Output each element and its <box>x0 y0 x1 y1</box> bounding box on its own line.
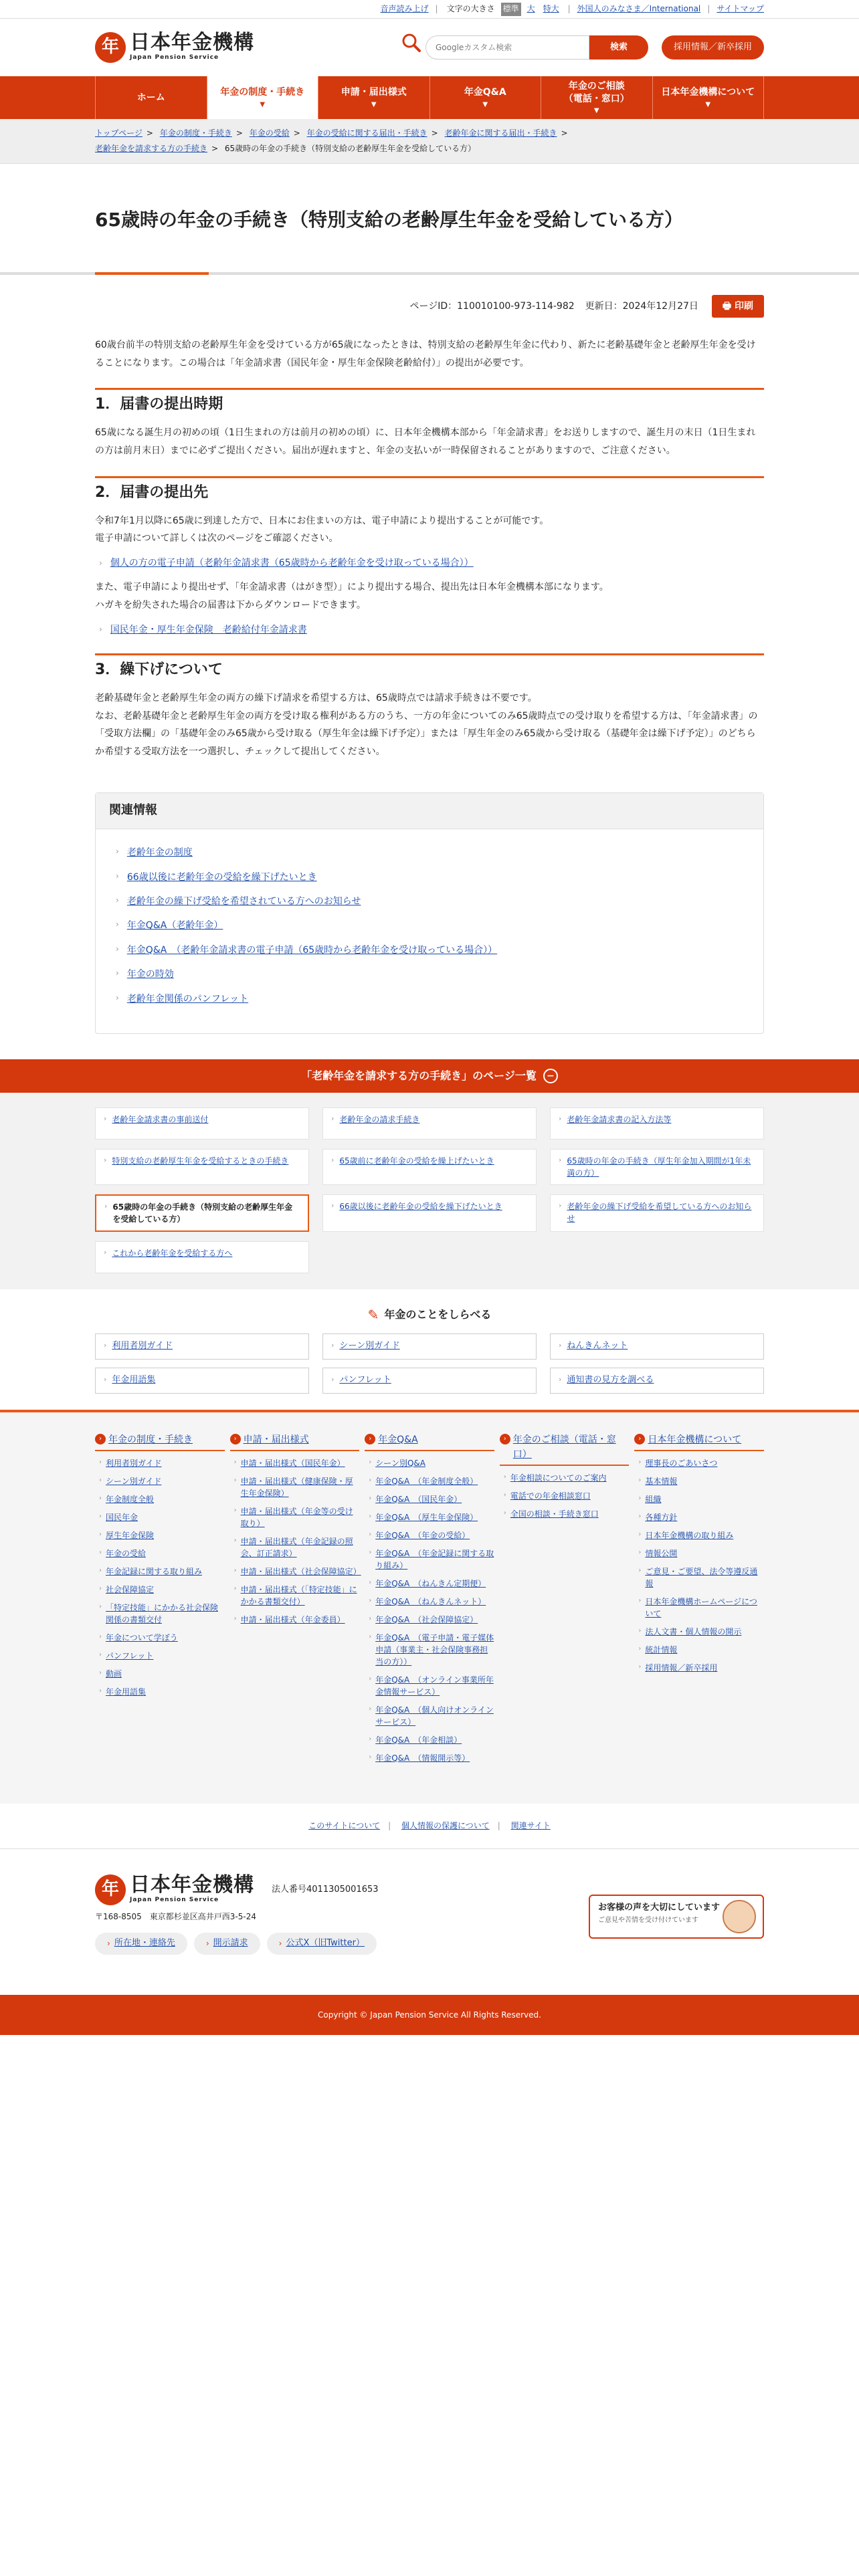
lookup-tools <box>0 1289 859 1410</box>
utility-bar: 音声読み上げ | 文字の大きさ 標準 大 特大 | 外国人のみなさま／International | サイトマップ <box>0 0 859 19</box>
breadcrumb-item[interactable]: 老齢年金を請求する方の手続き <box>95 143 208 153</box>
copyright: Copyright © Japan Pension Service All Rights Reserved. <box>0 1995 859 2035</box>
chevron-right-icon: › <box>104 1340 107 1350</box>
section-text: また、電子申請により提出せず、「年金請求書（はがき型）」により提出する場合、提出先は日本年金機構本部になります。 <box>95 582 609 593</box>
global-nav <box>0 76 859 119</box>
chevron-right-icon: › <box>99 1548 102 1556</box>
gnav-about[interactable]: 日本年金機構について ▼ <box>652 76 765 119</box>
chevron-right-icon: › <box>116 871 119 881</box>
section-text: 令和7年1月以降に65歳に到達した方で、日本にお住まいの方は、電子申請により提出することが可能です。 <box>95 515 549 526</box>
gnav-qa[interactable]: 年金Q&A ▼ <box>430 76 541 119</box>
sitemap-link[interactable]: › 利用者別ガイド <box>99 1458 162 1468</box>
chevron-right-icon: › <box>369 1753 372 1761</box>
location-button[interactable]: › 所在地・連絡先 <box>95 1933 187 1955</box>
related-link[interactable]: › 年金Q&A （老齢年金請求書の電子申請（65歳時から老齢年金を受け取っている場合）） <box>116 943 743 958</box>
site-logo[interactable] <box>95 32 254 63</box>
sitemap-column <box>230 1432 360 1770</box>
address: 〒168-8505 東京都杉並区高井戸西3-5-24 <box>95 1912 256 1922</box>
logo-text: 日本年金機構 <box>130 30 254 54</box>
chevron-right-icon: › <box>369 1705 372 1713</box>
sitemap-link[interactable]: › シーン別Q&A <box>369 1458 425 1468</box>
font-size-control <box>445 3 561 15</box>
chevron-right-icon: › <box>638 1644 642 1652</box>
footer-info <box>0 1848 859 1975</box>
chevron-right-icon: › <box>559 1340 562 1350</box>
read-aloud-link[interactable]: 音声読み上げ <box>380 4 429 14</box>
section-heading: 2．届書の提出先 <box>95 476 764 504</box>
breadcrumb-item[interactable]: 年金の受給に関する届出・手続き <box>306 128 427 138</box>
footer-logo[interactable] <box>95 1874 254 1905</box>
operator-icon <box>723 1900 756 1933</box>
page-list-item[interactable]: › これから老齢年金を受給する方へ <box>95 1241 309 1273</box>
page-meta <box>95 295 764 318</box>
footer-link[interactable]: このサイトについて <box>308 1820 381 1830</box>
sitemap-link[interactable]: › 国民年金 <box>99 1512 138 1522</box>
chevron-right-icon: › <box>369 1614 372 1622</box>
chevron-right-icon: › <box>116 944 119 954</box>
page-list-toggle[interactable] <box>0 1059 859 1093</box>
chevron-right-icon: › <box>99 558 102 568</box>
breadcrumb: トップページ > 年金の制度・手続き > 年金の受給 > 年金の受給に関する届出・手続き > 老齢年金に関する届出・手続き > 老齢年金を請求する方の手続き > 65歳時の年金の手続き（特別支給の老齢厚生年金を受給している方） <box>0 119 859 164</box>
page-list-item-current: › 65歳時の年金の手続き（特別支給の老齢厚生年金を受給している方） <box>95 1194 309 1232</box>
chevron-right-icon: › <box>116 920 119 930</box>
title-accent-bar <box>95 272 209 275</box>
page-list-item[interactable]: › 特別支給の老齢厚生年金を受給するときの手続き <box>95 1149 309 1185</box>
chevron-right-icon: › <box>503 1491 506 1499</box>
chevron-right-icon: › <box>99 1650 102 1658</box>
chevron-right-icon: › <box>116 992 119 1002</box>
footer-sitemap <box>0 1410 859 1804</box>
page-list-item[interactable]: › 66歳以後に老齢年金の受給を繰下げたいとき <box>322 1194 537 1232</box>
search-icon <box>401 33 421 62</box>
tool-link[interactable]: › パンフレット <box>322 1368 537 1394</box>
sitemap-column <box>634 1432 764 1770</box>
related-link[interactable]: › 老齢年金関係のパンフレット <box>116 992 743 1006</box>
print-button[interactable]: 🖶 印刷 <box>712 295 764 318</box>
section-heading: 1．届書の提出時期 <box>95 388 764 416</box>
breadcrumb-item[interactable]: 年金の制度・手続き <box>159 128 232 138</box>
chevron-right-icon: › <box>503 1473 506 1481</box>
footer-link[interactable]: 個人情報の保護について <box>401 1820 490 1830</box>
chevron-right-icon: › <box>233 1614 237 1622</box>
sitemap-link[interactable]: › 年金Q&A （情報開示等） <box>369 1753 470 1763</box>
page-list-title: 「老齢年金を請求する方の手続き」のページ一覧 <box>301 1069 537 1083</box>
logo-text: 日本年金機構 <box>130 1872 254 1897</box>
section-heading: 3．繰下げについて <box>95 653 764 681</box>
chevron-right-icon: › <box>369 1530 372 1538</box>
chevron-right-icon: › <box>638 1548 642 1556</box>
chevron-right-icon: › <box>104 1201 108 1210</box>
corporate-number: 法人番号4011305001653 <box>272 1884 379 1895</box>
chevron-right-icon: › <box>233 1476 237 1484</box>
sitemap-link[interactable]: › 申請・届出様式（国民年金） <box>233 1458 345 1468</box>
chevron-right-icon: › <box>99 1632 102 1640</box>
sitemap-heading[interactable]: › 年金のご相談（電話・窓口） <box>500 1432 630 1467</box>
chevron-right-icon: › <box>116 895 119 905</box>
customer-voice-banner[interactable]: お客様の声を大切にしています ご意見や苦情を受け付けています <box>589 1895 764 1939</box>
breadcrumb-item[interactable]: 年金の受給 <box>249 128 290 138</box>
chevron-right-icon: › <box>369 1476 372 1484</box>
sitemap-link[interactable]: › 各種方針 <box>638 1512 678 1522</box>
chevron-right-icon: › <box>559 1113 562 1123</box>
page-list-item[interactable]: › 65歳前に老齢年金の受給を繰上げたいとき <box>322 1149 537 1185</box>
sitemap-link[interactable]: › 申請・届出様式（年金記録の照会、訂正請求） <box>233 1536 353 1558</box>
sitemap-column <box>365 1432 494 1770</box>
chevron-right-icon: › <box>99 625 102 635</box>
font-size-label: 文字の大きさ <box>446 4 495 14</box>
sitemap-link[interactable]: › 年金Q&A （国民年金） <box>369 1494 462 1504</box>
chevron-right-icon: › <box>503 1509 506 1517</box>
sitemap-link[interactable]: › 電話での年金相談窓口 <box>503 1491 591 1501</box>
disclosure-button[interactable]: › 開示請求 <box>194 1933 260 1955</box>
footer-links: このサイトについて | 個人情報の保護について | 関連サイト <box>308 1820 551 1830</box>
updated-date: 更新日：2024年12月27日 <box>585 300 698 312</box>
chevron-right-icon: › <box>369 1548 372 1556</box>
intro-text: 60歳台前半の特別支給の老齢厚生年金を受けている方が65歳になったときは、特別支給の老齢厚生年金に代わり、新たに老齢基礎年金と老齢厚生年金を受けることになります。この場合は「年金請求書（国民年金・厚生年金保険老齢給付）」の提出が必要です。 <box>95 339 756 368</box>
sitemap-link[interactable]: › 年金Q&A （厚生年金保険） <box>369 1512 478 1522</box>
sitemap-link[interactable]: › 統計情報 <box>638 1644 678 1654</box>
logo-subtext: Japan Pension Service <box>130 53 219 61</box>
chevron-right-icon: › <box>331 1340 335 1350</box>
sitemap-link[interactable]: › 年金相談についてのご案内 <box>503 1473 607 1483</box>
chevron-down-icon: ▼ <box>705 100 711 108</box>
sitemap-link[interactable]: › 申請・届出様式（年金委員） <box>233 1614 345 1624</box>
lookup-title: 年金のことをしらべる <box>384 1308 492 1321</box>
main-content <box>95 295 764 1034</box>
form-download-link[interactable]: › 国民年金・厚生年金保険 老齢給付年金請求書 <box>99 624 307 635</box>
chevron-down-icon: ▼ <box>482 100 488 108</box>
sitemap-link[interactable]: › 年金Q&A （年金記録に関する取り組み） <box>369 1548 494 1570</box>
sitemap-heading[interactable]: › 日本年金機構について <box>634 1432 764 1451</box>
chevron-right-icon: › <box>99 1476 102 1484</box>
chevron-right-icon: › <box>638 1458 642 1466</box>
related-link[interactable]: › 老齢年金の繰下げ受給を希望されている方へのお知らせ <box>116 894 743 909</box>
chevron-right-icon: › <box>116 847 119 857</box>
sitemap-link[interactable]: サイトマップ <box>717 4 764 14</box>
chevron-right-icon: › <box>369 1458 372 1466</box>
logo-mark-icon: 年 <box>95 32 126 63</box>
breadcrumb-item[interactable]: トップページ <box>95 128 142 138</box>
chevron-right-icon: › <box>559 1374 562 1384</box>
chevron-right-icon: › <box>331 1113 335 1123</box>
sitemap-link[interactable]: › 年金Q&A （年金相談） <box>369 1735 462 1745</box>
sitemap-link[interactable]: › 申請・届出様式（年金等の受け取り） <box>233 1506 353 1528</box>
sitemap-heading[interactable]: › 年金の制度・手続き <box>95 1432 225 1451</box>
sitemap-link[interactable]: › 年金Q&A （年金制度全般） <box>369 1476 478 1486</box>
breadcrumb-current: 65歳時の年金の手続き（特別支給の老齢厚生年金を受給している方） <box>224 143 476 153</box>
chevron-right-icon: › <box>233 1506 237 1514</box>
chevron-right-icon: › <box>107 1939 110 1949</box>
sitemap-column <box>500 1432 630 1770</box>
font-size-xlarge[interactable]: 特大 <box>543 4 559 14</box>
section-text: ハガキを紛失された場合の届書は下からダウンロードできます。 <box>95 599 366 611</box>
chevron-right-icon: › <box>638 1494 642 1502</box>
chevron-right-icon: › <box>99 1687 102 1695</box>
related-info-box <box>95 792 764 1034</box>
tool-link[interactable]: › シーン別ガイド <box>322 1333 537 1360</box>
font-size-normal[interactable]: 標準 <box>501 3 521 15</box>
sitemap-link[interactable]: › 申請・届出様式（社会保障協定） <box>233 1566 361 1576</box>
sitemap-link[interactable]: › 年金Q&A （ねんきんネット） <box>369 1596 486 1606</box>
chevron-right-icon: › <box>104 1247 107 1257</box>
chevron-right-icon: › <box>99 1584 102 1592</box>
chevron-right-icon: › <box>638 1662 642 1671</box>
page-title: 65歳時の年金の手続き（特別支給の老齢厚生年金を受給している方） <box>95 208 683 231</box>
chevron-right-icon: › <box>559 1155 562 1164</box>
tool-link[interactable]: › ねんきんネット <box>550 1333 764 1360</box>
sitemap-link[interactable]: › 申請・届出様式（健康保険・厚生年金保険） <box>233 1476 353 1498</box>
international-link[interactable]: 外国人のみなさま／International <box>577 4 701 14</box>
chevron-right-icon: › <box>369 1512 372 1520</box>
section-text: 65歳になる誕生月の初めの頃（1日生まれの方は前月の初めの頃）に、日本年金機構本部から「年金請求書」をお送りしますので、誕生月の末日（1日生まれの方は前月末日）までに必ずご提出ください。届出が遅れますと、年金の支払いが一時保留されることがありますので、ご注意ください。 <box>95 427 756 456</box>
chevron-right-icon: › <box>638 1530 642 1538</box>
sitemap-link[interactable]: › 年金Q&A （個人向けオンラインサービス） <box>369 1705 494 1727</box>
chevron-right-icon: › <box>99 1458 102 1466</box>
chevron-right-icon: › <box>99 1512 102 1520</box>
tool-link[interactable]: › 年金用語集 <box>95 1368 309 1394</box>
section-text: 老齢基礎年金と老齢厚生年金の両方の繰下げ請求を希望する方は、65歳時点では請求手続きは不要です。 <box>95 693 537 704</box>
page-list <box>0 1093 859 1289</box>
related-link[interactable]: › 66歳以後に老齢年金の受給を繰下げたいとき <box>116 870 743 885</box>
sitemap-link[interactable]: › 年金制度全般 <box>99 1494 155 1504</box>
sitemap-link[interactable]: › 基本情報 <box>638 1476 678 1486</box>
page-list-item[interactable]: › 65歳時の年金の手続き（厚生年金加入期間が1年未満の方） <box>550 1149 764 1185</box>
section-text: なお、老齢基礎年金と老齢厚生年金の両方を受け取る権利がある方のうち、一方の年金についてのみ65歳時点での受け取りを希望する方は、「年金請求書」の「受取方法欄」の「基礎年金のみ65歳から受け取る（厚生年金は繰下げ予定）」または「厚生年金のみ65歳から受け取る（基礎年金は繰下げ予定）」のどちらか希望する受取方法を一つ選択し、チェックして提出してください。 <box>95 710 758 757</box>
chevron-right-icon: › <box>99 1602 102 1610</box>
chevron-right-icon: › <box>99 1530 102 1538</box>
page-list-item[interactable]: › 老齢年金請求書の記入方法等 <box>550 1107 764 1140</box>
site-header <box>0 19 859 76</box>
gnav-forms[interactable]: 申請・届出様式 ▼ <box>318 76 430 119</box>
related-link[interactable]: › 老齢年金の制度 <box>116 845 743 860</box>
chevron-down-icon: ▼ <box>371 100 377 108</box>
sitemap-link[interactable]: › 法人文書・個人情報の開示 <box>638 1626 742 1636</box>
chevron-right-icon: › <box>331 1155 335 1164</box>
chevron-right-icon: › <box>278 1939 282 1949</box>
related-link[interactable]: › 年金の時効 <box>116 967 743 982</box>
section-text: 電子申請について詳しくは次のページをご確認ください。 <box>95 533 339 544</box>
x-account-button[interactable]: › 公式X（旧Twitter） <box>267 1933 377 1955</box>
sitemap-link[interactable]: › 日本年金機構ホームページについて <box>638 1596 757 1618</box>
printer-icon: 🖶 <box>722 300 735 312</box>
chevron-right-icon: › <box>95 1434 106 1444</box>
chevron-right-icon: › <box>230 1434 241 1444</box>
sitemap-link[interactable]: › 厚生年金保険 <box>99 1530 155 1540</box>
chevron-right-icon: › <box>369 1735 372 1743</box>
sitemap-link[interactable]: › ご意見・ご要望、法令等遵反通報 <box>638 1566 758 1588</box>
page-id: ページID：110010100-973-114-982 <box>409 300 575 312</box>
sitemap-link[interactable]: › 年金Q&A （オンライン事業所年金情報サービス） <box>369 1675 494 1697</box>
sitemap-link[interactable]: › 日本年金機構の取り組み <box>638 1530 734 1540</box>
sitemap-link[interactable]: › 年金Q&A （電子申請・電子媒体申請（事業主・社会保険事務担当の方）） <box>369 1632 494 1667</box>
breadcrumb-item[interactable]: 老齢年金に関する届出・手続き <box>444 128 557 138</box>
chevron-down-icon: ▼ <box>260 100 266 108</box>
chevron-right-icon: › <box>559 1200 562 1210</box>
sitemap-link[interactable]: › 年金Q&A （年金の受給） <box>369 1530 470 1540</box>
chevron-right-icon: › <box>99 1669 102 1677</box>
chevron-right-icon: › <box>369 1494 372 1502</box>
pencil-icon: ✎ <box>367 1306 379 1323</box>
sitemap-column <box>95 1432 225 1770</box>
chevron-right-icon: › <box>638 1596 642 1604</box>
chevron-right-icon: › <box>99 1494 102 1502</box>
page-list-item[interactable]: › 老齢年金の繰下げ受給を希望している方へのお知らせ <box>550 1194 764 1232</box>
logo-mark-icon: 年 <box>95 1874 126 1905</box>
sitemap-heading[interactable]: › 年金Q&A <box>365 1432 494 1451</box>
chevron-right-icon: › <box>331 1200 335 1210</box>
chevron-right-icon: › <box>205 1939 209 1949</box>
chevron-right-icon: › <box>638 1476 642 1484</box>
title-area <box>0 164 859 275</box>
chevron-right-icon: › <box>365 1434 375 1444</box>
e-application-link[interactable]: › 個人の方の電子申請（老齢年金請求書（65歳時から老齢年金を受け取っている場合）） <box>99 557 474 568</box>
sitemap-link[interactable]: › 理事長のごあいさつ <box>638 1458 718 1468</box>
sitemap-link[interactable]: › 年金Q&A （ねんきん定期便） <box>369 1578 486 1588</box>
chevron-right-icon: › <box>369 1675 372 1683</box>
gnav-system[interactable]: 年金の制度・手続き ▼ <box>207 76 318 119</box>
minus-icon: − <box>543 1069 558 1083</box>
search-form <box>401 33 764 62</box>
tool-link[interactable]: › 利用者別ガイド <box>95 1333 309 1360</box>
sitemap-link[interactable]: › 社会保障協定 <box>99 1584 155 1594</box>
chevron-right-icon: › <box>104 1113 107 1123</box>
chevron-right-icon: › <box>638 1626 642 1634</box>
search-button[interactable]: 検索 <box>589 35 648 60</box>
chevron-right-icon: › <box>369 1578 372 1586</box>
recruit-button[interactable]: 採用情報／新卒採用 <box>662 35 764 60</box>
sitemap-link[interactable]: › 年金用語集 <box>99 1687 147 1697</box>
chevron-right-icon: › <box>331 1374 335 1384</box>
sitemap-link[interactable]: › 年金Q&A （社会保障協定） <box>369 1614 478 1624</box>
chevron-right-icon: › <box>233 1458 237 1466</box>
sitemap-link[interactable]: › 全国の相談・手続き窓口 <box>503 1509 599 1519</box>
sitemap-link[interactable]: › パンフレット <box>99 1650 154 1660</box>
page-list-item[interactable]: › 老齢年金の請求手続き <box>322 1107 537 1140</box>
related-link[interactable]: › 年金Q&A（老齢年金） <box>116 918 743 933</box>
chevron-right-icon: › <box>638 1566 642 1574</box>
sitemap-link[interactable]: › 採用情報／新卒採用 <box>638 1662 718 1673</box>
chevron-down-icon: ▼ <box>593 106 599 114</box>
chevron-right-icon: › <box>233 1566 237 1574</box>
related-info-title: 関連情報 <box>96 793 763 829</box>
tool-link[interactable]: › 通知書の見方を調べる <box>550 1368 764 1394</box>
sitemap-link[interactable]: › 組織 <box>638 1494 662 1504</box>
chevron-right-icon: › <box>634 1434 645 1444</box>
footer-link[interactable]: 関連サイト <box>510 1820 551 1830</box>
chevron-right-icon: › <box>638 1512 642 1520</box>
chevron-right-icon: › <box>104 1374 107 1384</box>
page-list-item[interactable]: › 老齢年金請求書の事前送付 <box>95 1107 309 1140</box>
chevron-right-icon: › <box>369 1632 372 1640</box>
sitemap-link[interactable]: › 動画 <box>99 1669 122 1679</box>
sitemap-link[interactable]: › 年金記録に関する取り組み <box>99 1566 203 1576</box>
gnav-home[interactable]: ホーム <box>95 76 207 119</box>
sitemap-link[interactable]: › 年金について学ぼう <box>99 1632 178 1642</box>
sitemap-link[interactable]: › 「特定技能」にかかる社会保険関係の書類交付 <box>99 1602 219 1624</box>
sitemap-link[interactable]: › シーン別ガイド <box>99 1476 162 1486</box>
sitemap-link[interactable]: › 申請・届出様式（「特定技能」にかかる書類交付） <box>233 1584 357 1606</box>
chevron-right-icon: › <box>99 1566 102 1574</box>
search-input[interactable] <box>425 35 589 60</box>
chevron-right-icon: › <box>369 1596 372 1604</box>
sitemap-link[interactable]: › 情報公開 <box>638 1548 678 1558</box>
chevron-right-icon: › <box>233 1584 237 1592</box>
chevron-right-icon: › <box>116 968 119 978</box>
font-size-large[interactable]: 大 <box>527 4 535 14</box>
gnav-consult[interactable]: 年金のご相談 （電話・窓口） ▼ <box>541 76 652 119</box>
chevron-right-icon: › <box>233 1536 237 1544</box>
sitemap-heading[interactable]: › 申請・届出様式 <box>230 1432 360 1451</box>
sitemap-link[interactable]: › 年金の受給 <box>99 1548 147 1558</box>
chevron-right-icon: › <box>500 1434 510 1444</box>
logo-subtext: Japan Pension Service <box>130 1896 219 1903</box>
chevron-right-icon: › <box>104 1155 107 1164</box>
